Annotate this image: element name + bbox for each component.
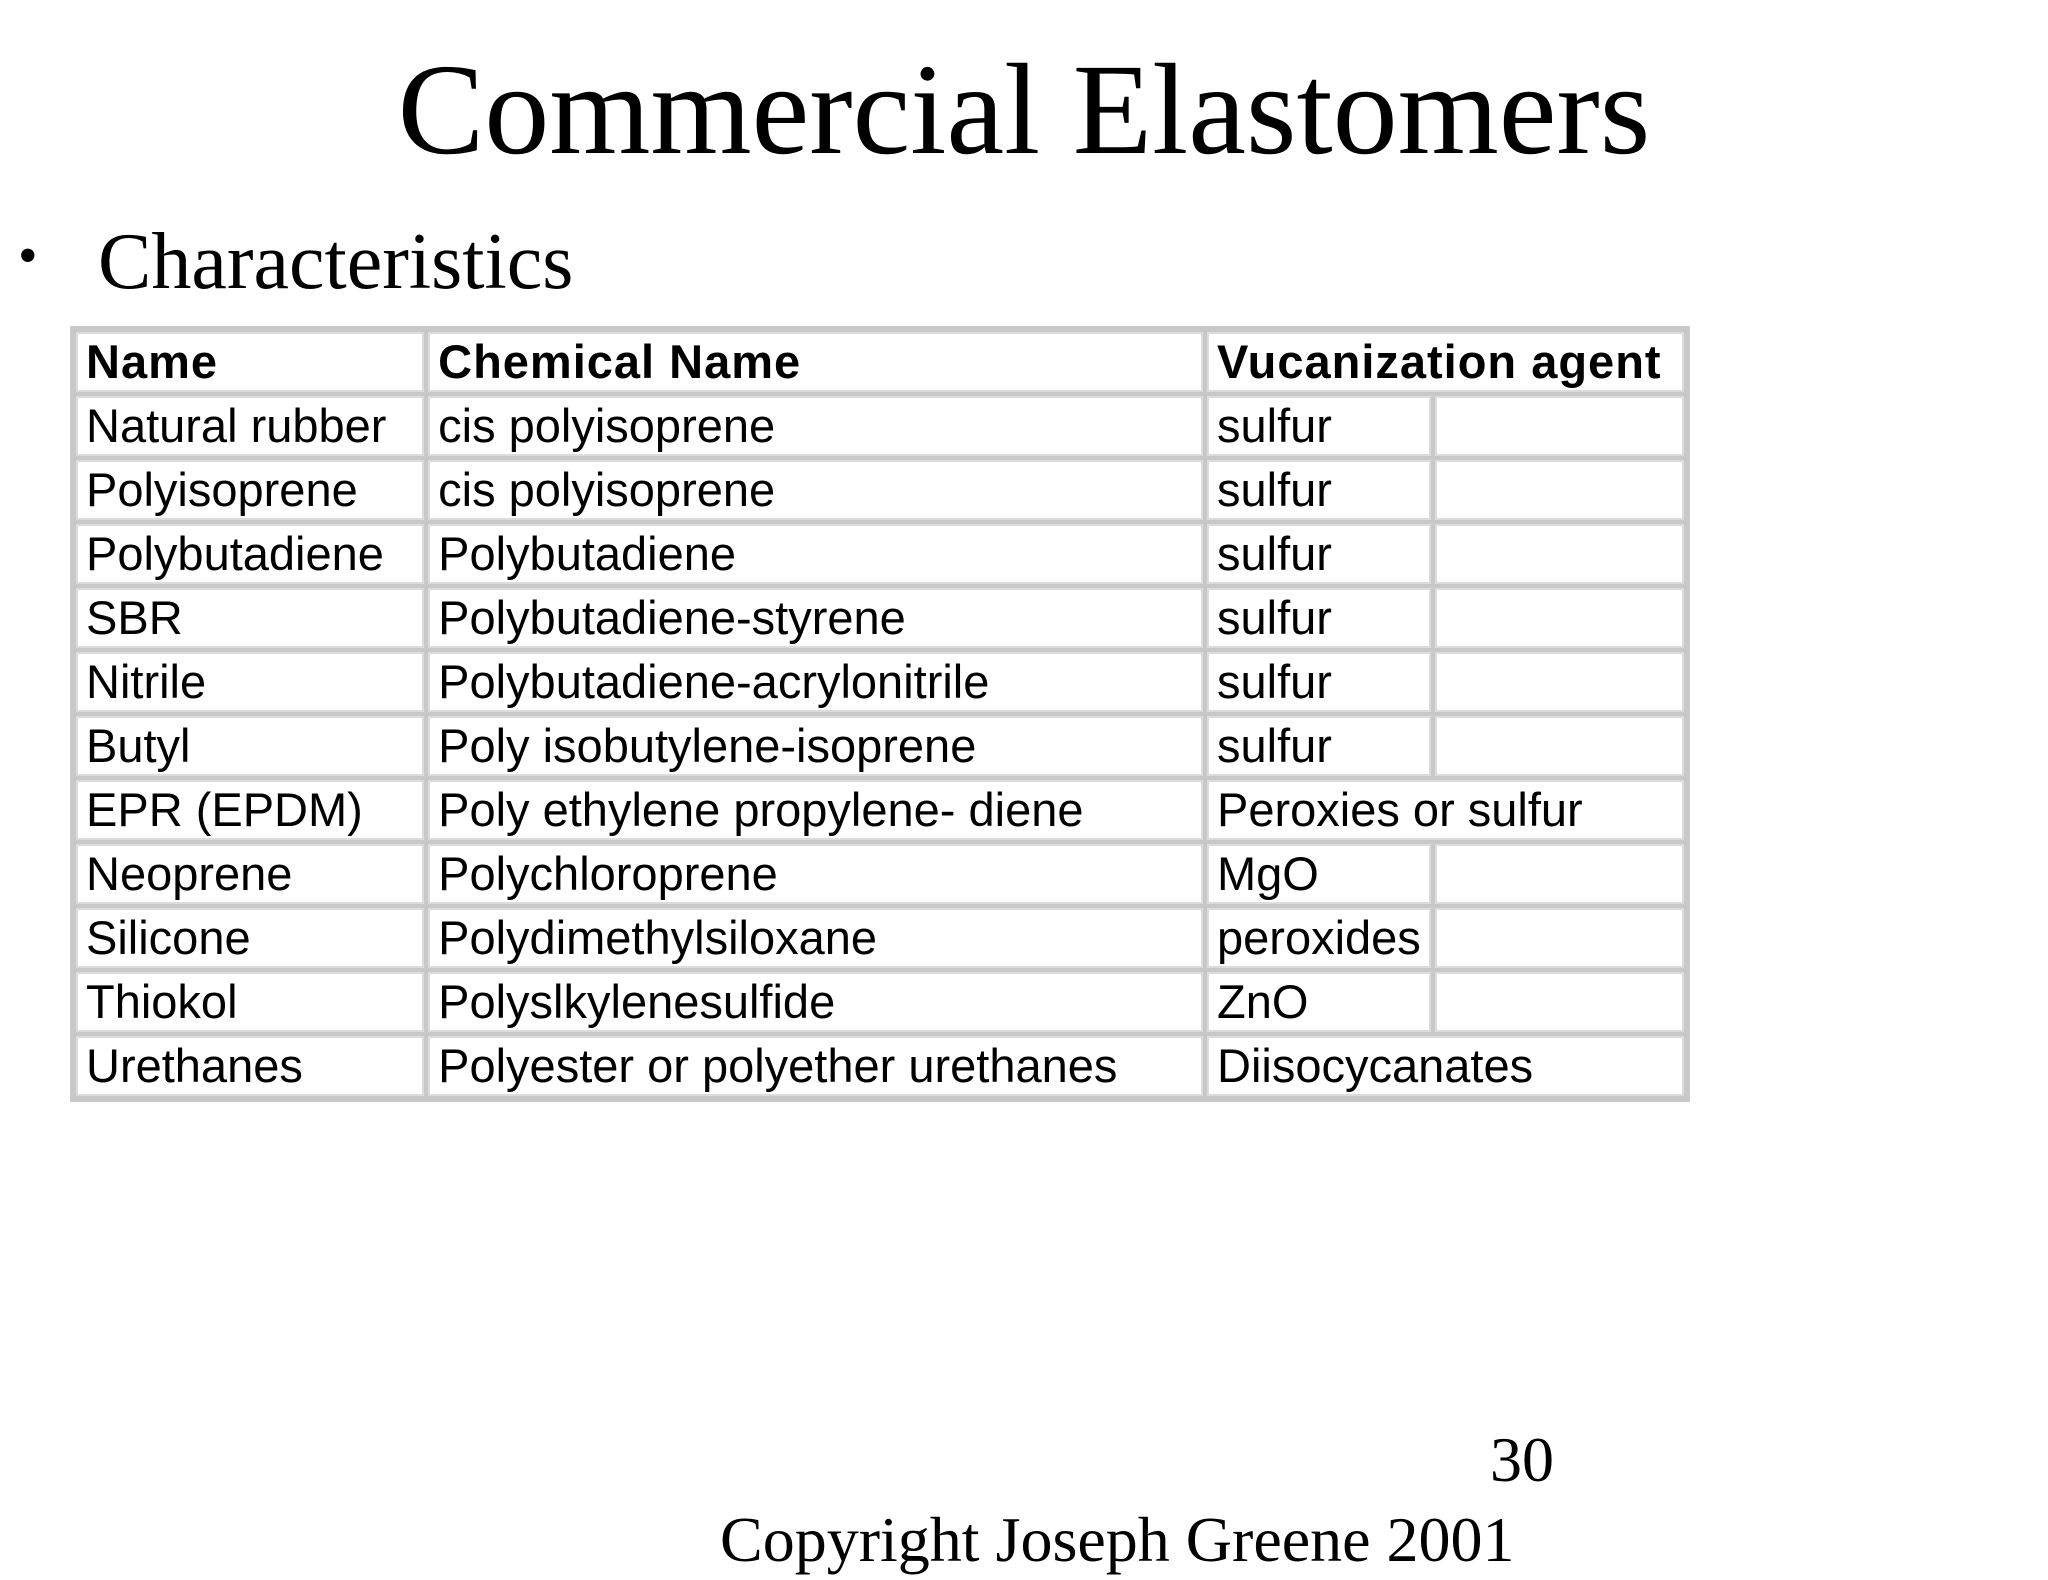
cell-name: Natural rubber: [76, 396, 424, 456]
cell-vulcanization-agent: sulfur: [1207, 588, 1431, 648]
table-row: [76, 396, 1684, 456]
table-row: [76, 780, 1684, 840]
cell-vulcanization-agent: MgO: [1207, 844, 1431, 904]
cell-name: EPR (EPDM): [76, 780, 424, 840]
table-row: [76, 1036, 1684, 1096]
cell-vulcanization-agent: sulfur: [1207, 716, 1431, 776]
cell-empty: [1435, 460, 1684, 520]
table-row: [76, 972, 1684, 1032]
page-number: 30: [1490, 1424, 1554, 1495]
cell-name: Urethanes: [76, 1036, 424, 1096]
cell-chemical-name: Poly isobutylene-isoprene: [428, 716, 1203, 776]
table-row: [76, 524, 1684, 584]
table-row: [76, 588, 1684, 648]
cell-vulcanization-agent: sulfur: [1207, 396, 1431, 456]
bullet-text: Characteristics: [98, 218, 574, 306]
cell-empty: [1435, 716, 1684, 776]
cell-chemical-name: Polybutadiene-acrylonitrile: [428, 652, 1203, 712]
table-header-row: [76, 332, 1684, 392]
cell-vulcanization-agent: sulfur: [1207, 524, 1431, 584]
cell-chemical-name: Polychloroprene: [428, 844, 1203, 904]
cell-empty: [1435, 588, 1684, 648]
bullet-dot-icon: •: [18, 225, 38, 287]
cell-chemical-name: cis polyisoprene: [428, 396, 1203, 456]
cell-empty: [1435, 908, 1684, 968]
cell-chemical-name: Poly ethylene propylene- diene: [428, 780, 1203, 840]
cell-chemical-name: Polybutadiene-styrene: [428, 588, 1203, 648]
cell-name: SBR: [76, 588, 424, 648]
cell-chemical-name: Polyslkylenesulfide: [428, 972, 1203, 1032]
cell-chemical-name: Polybutadiene: [428, 524, 1203, 584]
cell-empty: [1435, 652, 1684, 712]
cell-empty: [1435, 844, 1684, 904]
table-body: [76, 396, 1684, 1096]
cell-name: Polybutadiene: [76, 524, 424, 584]
table-row: [76, 844, 1684, 904]
cell-vulcanization-agent: sulfur: [1207, 652, 1431, 712]
cell-vulcanization-agent: Diisocycanates: [1207, 1036, 1684, 1096]
header-name: Name: [76, 332, 424, 392]
cell-chemical-name: cis polyisoprene: [428, 460, 1203, 520]
cell-chemical-name: Polyester or polyether urethanes: [428, 1036, 1203, 1096]
table-row: [76, 716, 1684, 776]
cell-vulcanization-agent: peroxides: [1207, 908, 1431, 968]
cell-name: Thiokol: [76, 972, 424, 1032]
bullet-item: [18, 212, 573, 312]
cell-chemical-name: Polydimethylsiloxane: [428, 908, 1203, 968]
header-vulcanization-agent: Vucanization agent: [1207, 332, 1684, 392]
cell-name: Nitrile: [76, 652, 424, 712]
table-row: [76, 652, 1684, 712]
copyright-text: Copyright Joseph Greene 2001: [720, 1504, 1515, 1575]
cell-name: Butyl: [76, 716, 424, 776]
cell-empty: [1435, 524, 1684, 584]
table-row: [76, 460, 1684, 520]
elastomer-table: [70, 326, 1690, 1102]
cell-vulcanization-agent: ZnO: [1207, 972, 1431, 1032]
table-row: [76, 908, 1684, 968]
cell-empty: [1435, 396, 1684, 456]
cell-empty: [1435, 972, 1684, 1032]
cell-vulcanization-agent: Peroxies or sulfur: [1207, 780, 1684, 840]
cell-name: Silicone: [76, 908, 424, 968]
slide-title: Commercial Elastomers: [397, 38, 1651, 182]
cell-name: Neoprene: [76, 844, 424, 904]
header-chemical-name: Chemical Name: [428, 332, 1203, 392]
cell-vulcanization-agent: sulfur: [1207, 460, 1431, 520]
cell-name: Polyisoprene: [76, 460, 424, 520]
